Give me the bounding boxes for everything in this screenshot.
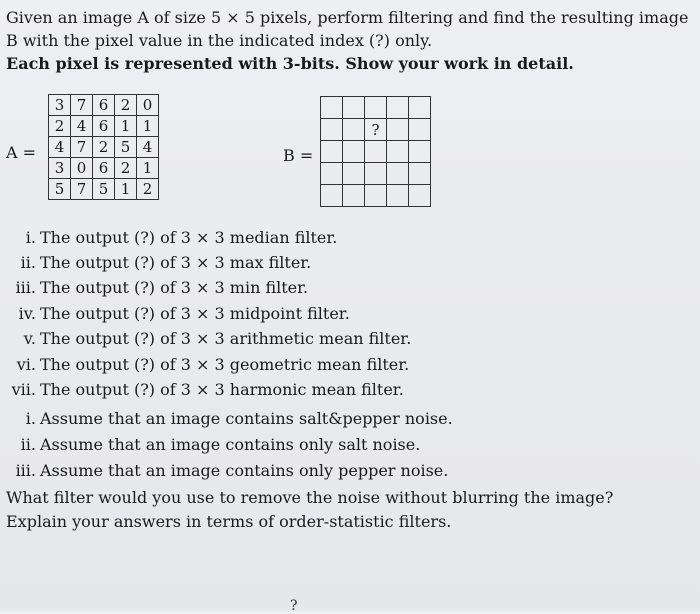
list-item-text: The output (?) of 3 × 3 max filter.: [40, 253, 312, 272]
list-item-number: i.: [25, 228, 36, 247]
matrix-cell: 3: [49, 95, 71, 116]
matrix-cell: [365, 141, 387, 163]
matrix-cell: 2: [137, 179, 159, 200]
matrix-cell: [365, 185, 387, 207]
matrix-cell-target: ?: [365, 119, 387, 141]
matrix-cell: [409, 163, 431, 185]
matrix-cell: 0: [137, 95, 159, 116]
matrix-cell: 5: [93, 179, 115, 200]
matrix-cell: [365, 163, 387, 185]
matrix-cell: [387, 185, 409, 207]
list-item: [6, 253, 311, 273]
list-item: [6, 409, 453, 429]
list-item: [6, 355, 409, 375]
header-line-2: B with the pixel value in the indicated index (?) only.: [6, 31, 433, 50]
matrix-cell: 2: [115, 158, 137, 179]
matrix-cell: [365, 97, 387, 119]
matrix-cell: [321, 97, 343, 119]
list-item: [6, 461, 448, 481]
matrix-b-label: B =: [283, 146, 314, 165]
matrix-cell: [343, 141, 365, 163]
matrix-cell: 4: [71, 116, 93, 137]
matrix-cell: [387, 119, 409, 141]
matrix-row: [49, 179, 159, 200]
matrix-b: [320, 96, 431, 207]
matrix-row: [321, 185, 431, 207]
matrix-cell: 4: [49, 137, 71, 158]
list-item-text: The output (?) of 3 × 3 midpoint filter.: [40, 304, 350, 323]
matrix-cell: [409, 119, 431, 141]
matrix-cell: 1: [115, 179, 137, 200]
matrix-cell: [387, 141, 409, 163]
list-item-text: Assume that an image contains only pepper noise.: [40, 461, 449, 480]
list-item-number: ii.: [20, 435, 36, 454]
list-item: [6, 329, 411, 349]
matrix-row: [321, 97, 431, 119]
list-item-text: Assume that an image contains salt&pepper noise.: [40, 409, 453, 428]
matrix-cell: 1: [137, 158, 159, 179]
matrix-cell: 7: [71, 179, 93, 200]
list-item: [6, 228, 337, 248]
matrix-cell: [343, 185, 365, 207]
matrix-cell: 2: [49, 116, 71, 137]
list-item-number: iii.: [15, 461, 36, 480]
matrix-cell: [321, 119, 343, 141]
matrix-row: [49, 116, 159, 137]
matrix-a-label: A =: [6, 143, 37, 162]
matrix-row: [49, 95, 159, 116]
header-line-1: Given an image A of size 5 × 5 pixels, perform filtering and find the resulting image: [6, 8, 689, 27]
page-footer-mark: ?: [290, 598, 298, 614]
closing-line-2: Explain your answers in terms of order-statistic filters.: [6, 512, 452, 531]
matrix-cell: 1: [115, 116, 137, 137]
matrix-row: [49, 137, 159, 158]
matrix-cell: 6: [93, 95, 115, 116]
matrix-cell: [321, 185, 343, 207]
list-item: [6, 435, 420, 455]
list-item: [6, 304, 350, 324]
matrix-cell: 1: [137, 116, 159, 137]
list-item-text: The output (?) of 3 × 3 min filter.: [40, 278, 309, 297]
list-item-number: ii.: [20, 253, 36, 272]
matrix-cell: 2: [93, 137, 115, 158]
list-item-number: iii.: [15, 278, 36, 297]
matrix-cell: 7: [71, 95, 93, 116]
matrix-row: [321, 163, 431, 185]
matrix-cell: [409, 141, 431, 163]
matrix-row: [321, 141, 431, 163]
matrix-cell: 6: [93, 158, 115, 179]
list-item-text: The output (?) of 3 × 3 geometric mean filter.: [40, 355, 410, 374]
matrix-cell: [409, 185, 431, 207]
matrix-cell: [409, 97, 431, 119]
matrix-cell: 3: [49, 158, 71, 179]
list-item-text: The output (?) of 3 × 3 median filter.: [40, 228, 338, 247]
list-item-number: vi.: [16, 355, 36, 374]
matrix-cell: [387, 97, 409, 119]
header-line-3: Each pixel is represented with 3-bits. Show your work in detail.: [6, 54, 574, 73]
list-item-number: vii.: [11, 380, 36, 399]
matrix-cell: [321, 141, 343, 163]
matrix-a: [48, 94, 159, 200]
matrix-cell: [387, 163, 409, 185]
matrix-row: [49, 158, 159, 179]
list-item-number: iv.: [18, 304, 36, 323]
list-item-number: v.: [23, 329, 36, 348]
matrix-cell: [321, 163, 343, 185]
list-item-text: The output (?) of 3 × 3 arithmetic mean filter.: [40, 329, 412, 348]
matrix-cell: 5: [49, 179, 71, 200]
list-item: [6, 278, 308, 298]
matrix-cell: [343, 97, 365, 119]
matrix-cell: 4: [137, 137, 159, 158]
list-item-number: i.: [25, 409, 36, 428]
matrix-cell: [343, 119, 365, 141]
matrix-cell: 6: [93, 116, 115, 137]
matrix-row: [321, 119, 431, 141]
matrix-cell: [343, 163, 365, 185]
matrix-cell: 5: [115, 137, 137, 158]
list-item-text: The output (?) of 3 × 3 harmonic mean filter.: [40, 380, 404, 399]
list-item-text: Assume that an image contains only salt noise.: [40, 435, 421, 454]
list-item: [6, 380, 404, 400]
matrix-cell: 0: [71, 158, 93, 179]
matrix-cell: 2: [115, 95, 137, 116]
closing-line-1: What filter would you use to remove the noise without blurring the image?: [6, 488, 614, 507]
matrix-cell: 7: [71, 137, 93, 158]
